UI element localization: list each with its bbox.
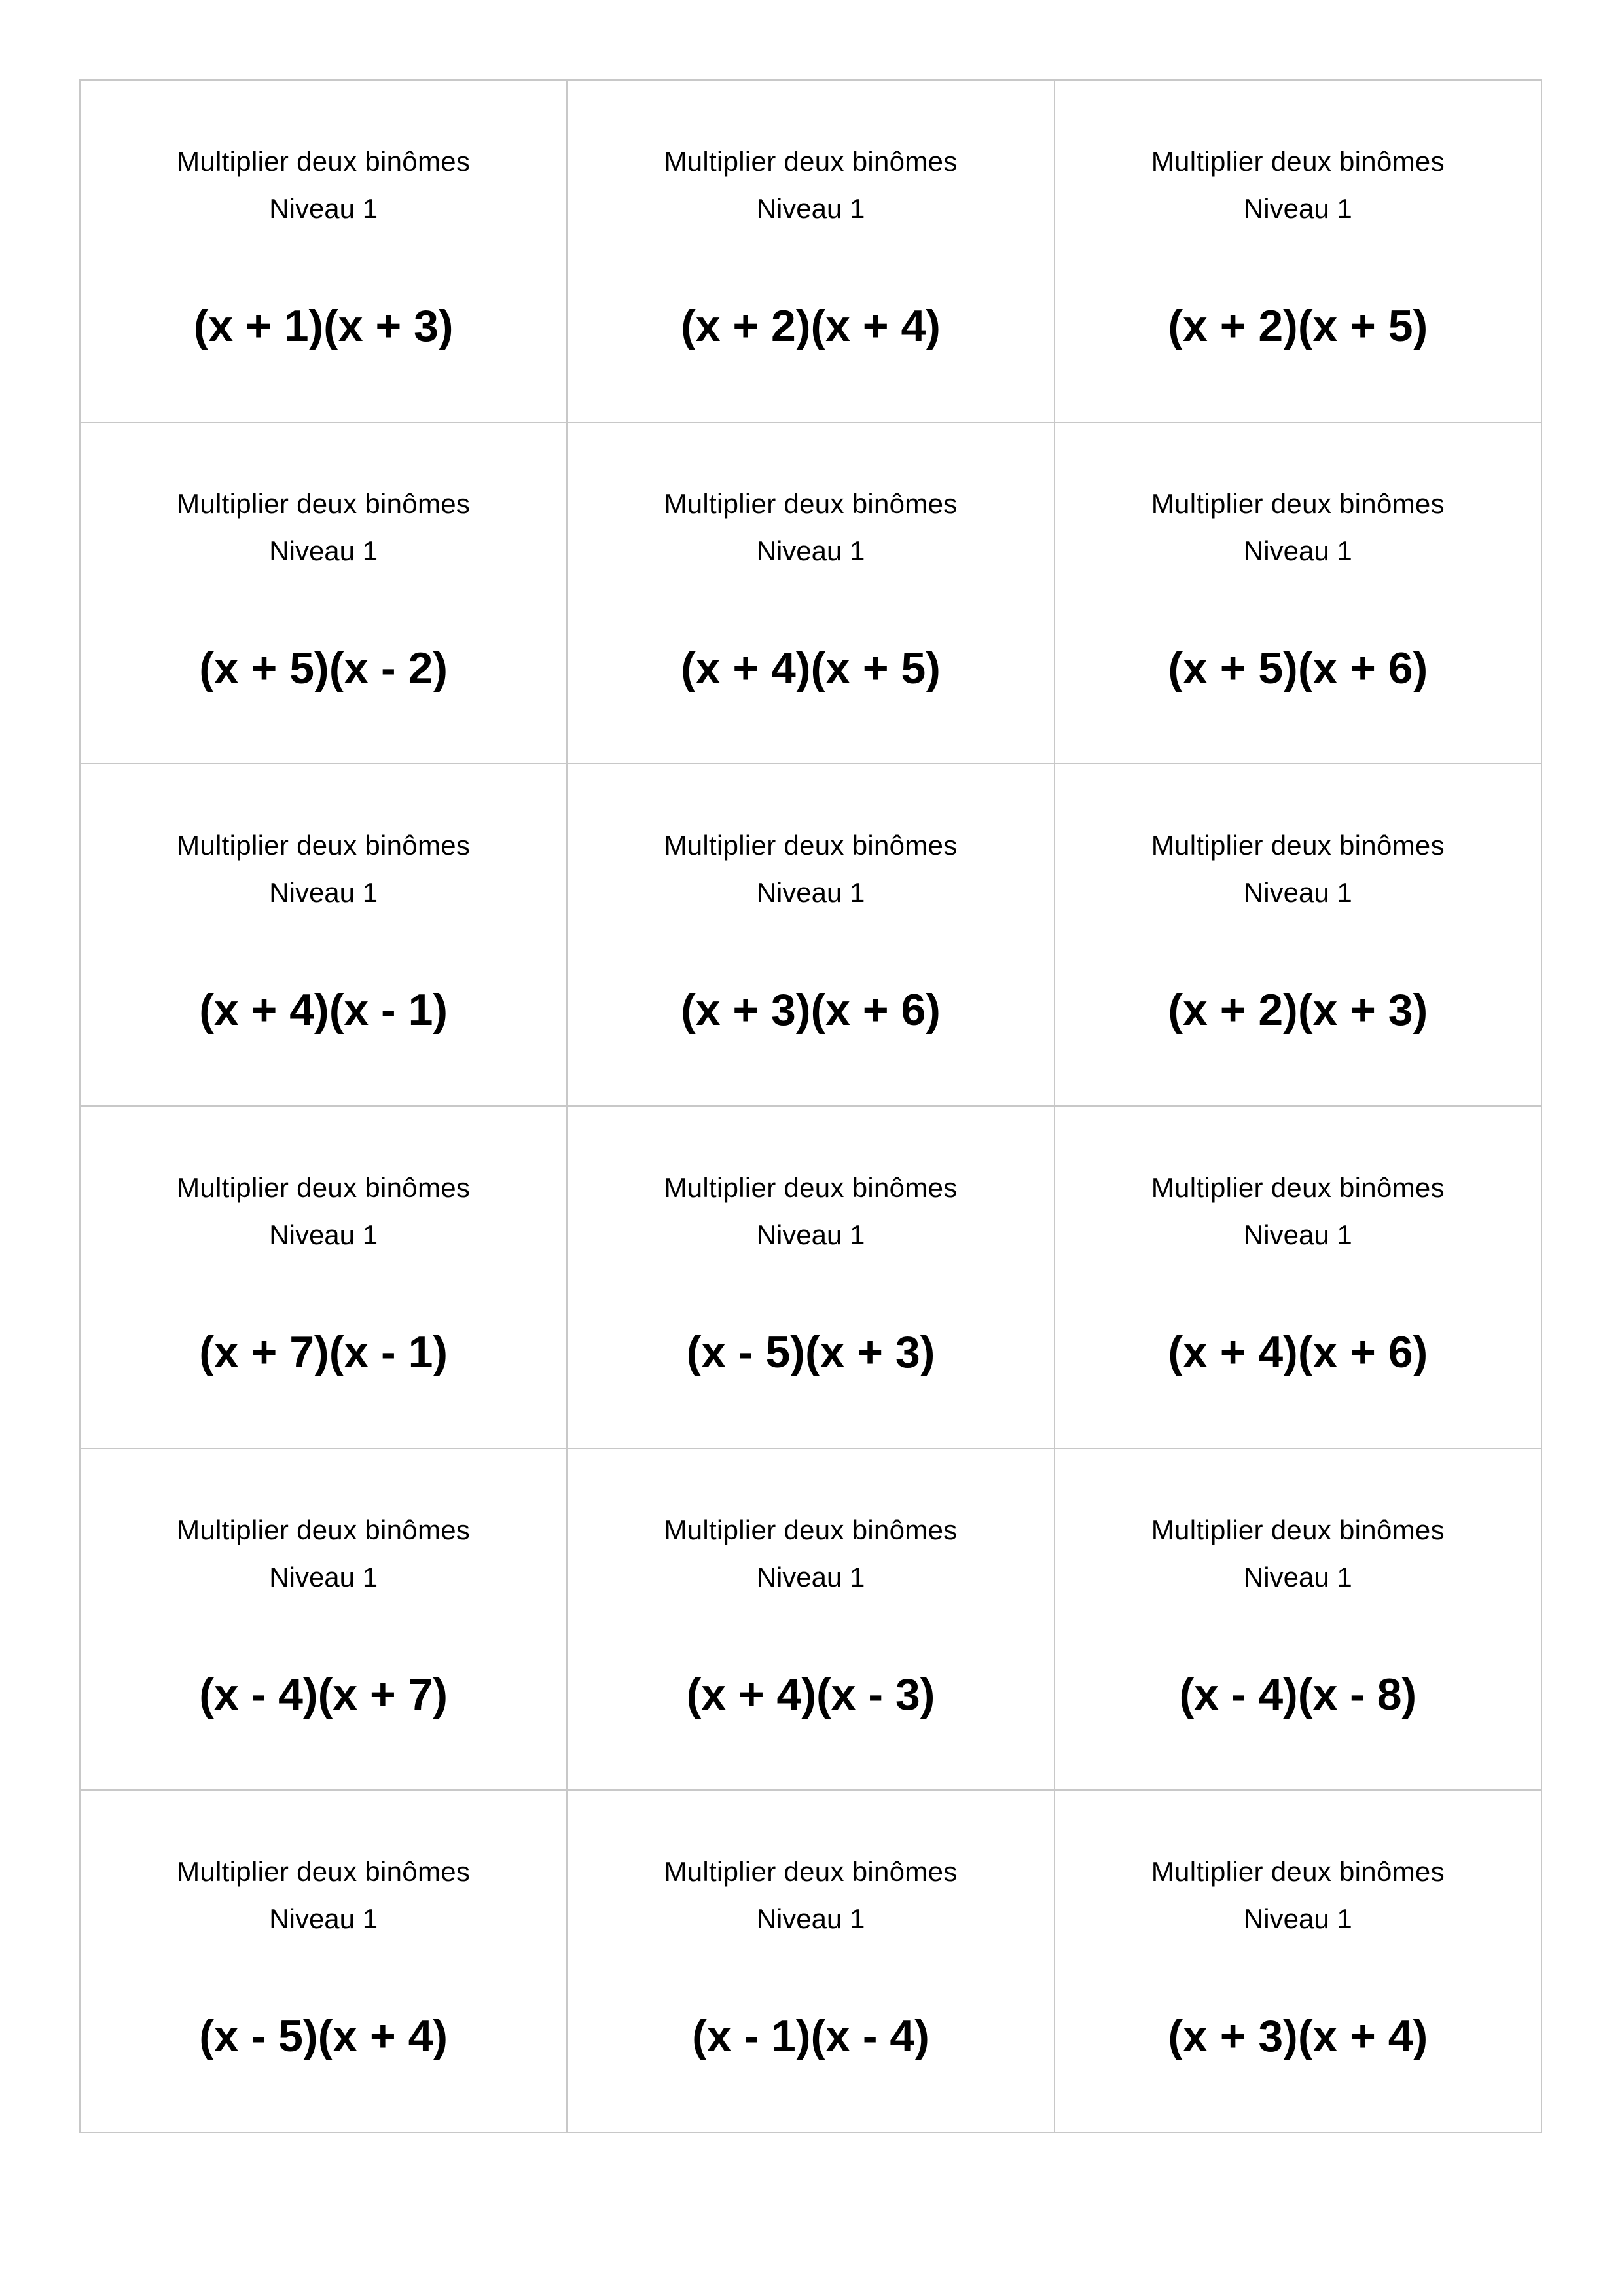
card-expression: (x + 4)(x - 1) [199, 985, 448, 1035]
card [81, 423, 568, 765]
card-expression: (x - 4)(x + 7) [199, 1669, 448, 1719]
card-expression: (x + 3)(x + 6) [681, 985, 941, 1035]
card-title: Multiplier deux binômes [177, 146, 471, 177]
card-expression: (x - 5)(x + 4) [199, 2011, 448, 2062]
card-title: Multiplier deux binômes [177, 488, 471, 519]
card-level: Niveau 1 [1243, 193, 1352, 224]
card-title: Multiplier deux binômes [1151, 488, 1445, 519]
card [568, 1107, 1055, 1449]
card-level: Niveau 1 [1243, 535, 1352, 566]
card-level: Niveau 1 [269, 193, 378, 224]
card-level: Niveau 1 [269, 1903, 378, 1935]
card-title: Multiplier deux binômes [1151, 146, 1445, 177]
card-level: Niveau 1 [756, 1561, 865, 1592]
card-expression: (x + 3)(x + 4) [1168, 2011, 1428, 2062]
card-expression: (x + 2)(x + 4) [681, 301, 941, 351]
card-expression: (x + 4)(x + 5) [681, 643, 941, 693]
card-grid [79, 79, 1542, 2133]
card-expression: (x - 5)(x + 3) [686, 1327, 935, 1377]
card-level: Niveau 1 [269, 1219, 378, 1250]
card-level: Niveau 1 [1243, 1561, 1352, 1592]
card-title: Multiplier deux binômes [664, 1514, 958, 1545]
card-level: Niveau 1 [269, 1561, 378, 1592]
card-title: Multiplier deux binômes [1151, 1172, 1445, 1203]
card-expression: (x + 5)(x + 6) [1168, 643, 1428, 693]
card-expression: (x + 2)(x + 5) [1168, 301, 1428, 351]
card-title: Multiplier deux binômes [177, 1172, 471, 1203]
card-expression: (x + 2)(x + 3) [1168, 985, 1428, 1035]
card-level: Niveau 1 [756, 1219, 865, 1250]
card [1055, 1449, 1542, 1791]
card-expression: (x + 4)(x + 6) [1168, 1327, 1428, 1377]
card-title: Multiplier deux binômes [177, 1856, 471, 1888]
card-title: Multiplier deux binômes [177, 830, 471, 861]
card-title: Multiplier deux binômes [1151, 1856, 1445, 1888]
card [81, 1449, 568, 1791]
card-title: Multiplier deux binômes [1151, 1514, 1445, 1545]
card-title: Multiplier deux binômes [177, 1514, 471, 1545]
card-level: Niveau 1 [1243, 877, 1352, 908]
card-level: Niveau 1 [1243, 1219, 1352, 1250]
card-expression: (x - 4)(x - 8) [1179, 1669, 1417, 1719]
card-title: Multiplier deux binômes [664, 1172, 958, 1203]
card-level: Niveau 1 [756, 193, 865, 224]
card-title: Multiplier deux binômes [1151, 830, 1445, 861]
card [568, 1449, 1055, 1791]
card [1055, 1107, 1542, 1449]
card [1055, 1791, 1542, 2133]
card-level: Niveau 1 [1243, 1903, 1352, 1935]
card-expression: (x + 4)(x - 3) [686, 1669, 935, 1719]
card [1055, 423, 1542, 765]
card-level: Niveau 1 [756, 535, 865, 566]
card-title: Multiplier deux binômes [664, 830, 958, 861]
card-title: Multiplier deux binômes [664, 1856, 958, 1888]
card [568, 81, 1055, 423]
card [81, 1107, 568, 1449]
card [81, 81, 568, 423]
card-expression: (x + 5)(x - 2) [199, 643, 448, 693]
card [81, 764, 568, 1107]
card-level: Niveau 1 [269, 535, 378, 566]
card [1055, 764, 1542, 1107]
card-expression: (x + 1)(x + 3) [193, 301, 454, 351]
card-level: Niveau 1 [756, 877, 865, 908]
card-level: Niveau 1 [269, 877, 378, 908]
card [568, 1791, 1055, 2133]
card [568, 764, 1055, 1107]
card [81, 1791, 568, 2133]
card [1055, 81, 1542, 423]
card-level: Niveau 1 [756, 1903, 865, 1935]
card-title: Multiplier deux binômes [664, 488, 958, 519]
card-title: Multiplier deux binômes [664, 146, 958, 177]
card-expression: (x + 7)(x - 1) [199, 1327, 448, 1377]
card-expression: (x - 1)(x - 4) [692, 2011, 929, 2062]
card [568, 423, 1055, 765]
